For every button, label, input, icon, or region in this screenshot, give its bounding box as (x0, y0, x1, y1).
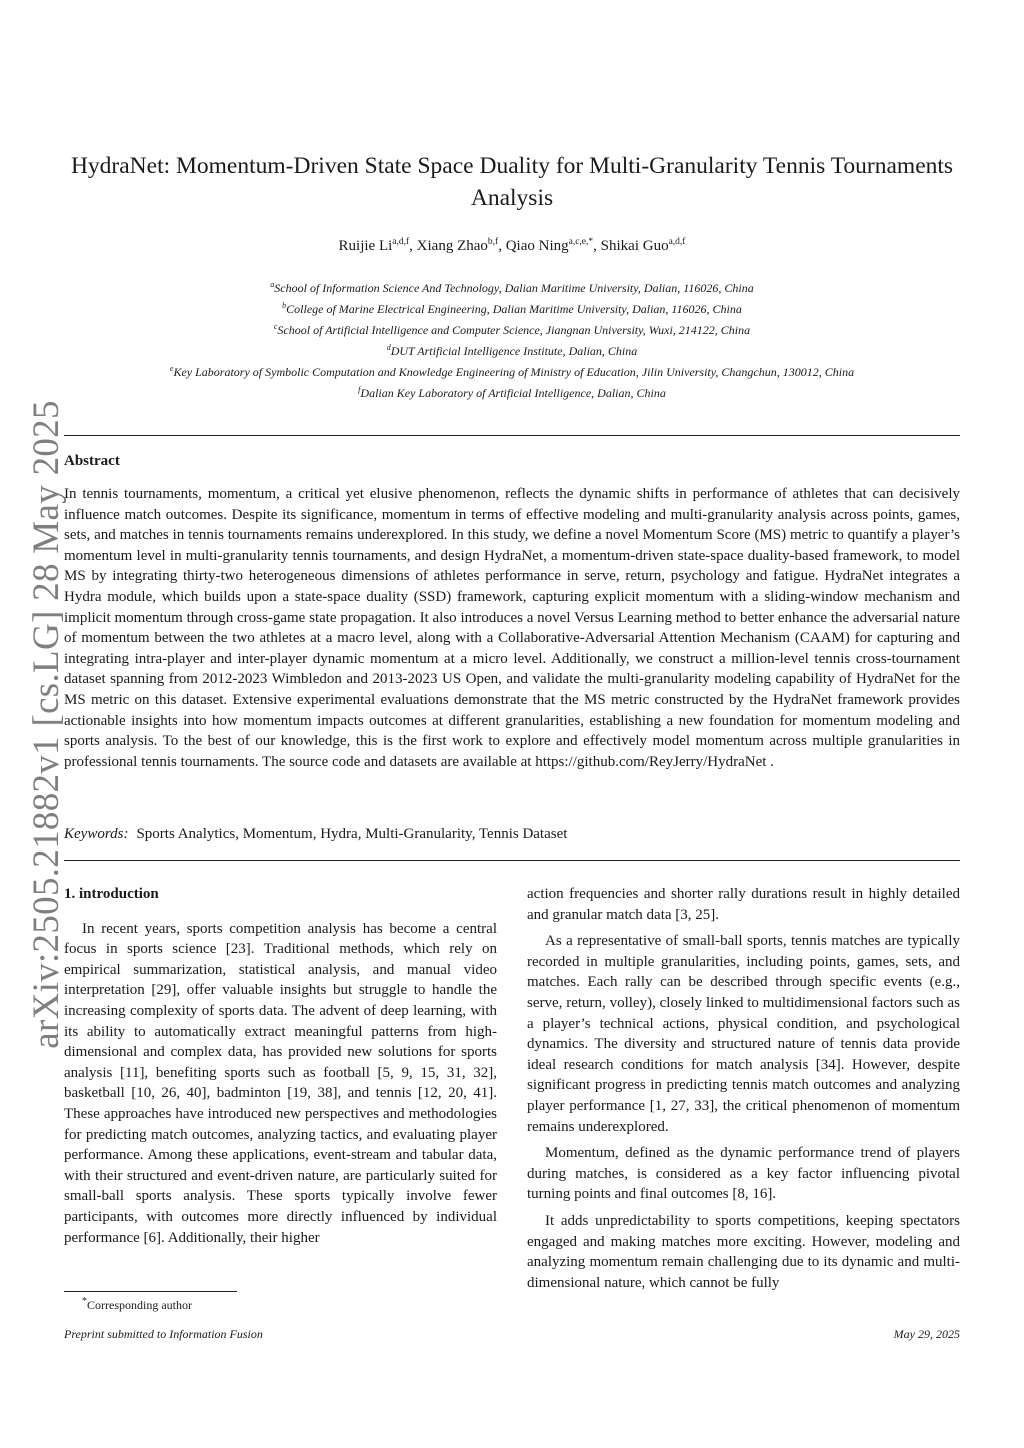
keywords (64, 826, 567, 843)
section-heading: 1. introduction (64, 886, 159, 902)
affiliation: $^a$School of Information Science And Technology, Dalian Maritime University, Dalian, 116026, China (270, 280, 754, 295)
author-list (64, 237, 960, 255)
footnote: *Corresponding author (82, 1296, 192, 1312)
author: Xiang Zhao$^{b,f}$, (416, 237, 506, 254)
right-column (527, 884, 960, 1299)
paragraph: As a representative of small-ball sports, tennis matches are typically recorded in multiple granularities, including points, games, sets, and matches. Each rally can be described through specific events (e.g., serve, return, volley), closely linked to multidimensional factors such as a player’s technical actions, physical condition, and psychological dynamics. The diversity and structured nature of tennis data provide ideal research conditions for match analysis [34]. However, despite significant progress in predicting tennis match outcomes and analyzing player performance [1, 27, 33], the critical phenomenon of momentum remains underexplored. (527, 933, 960, 1135)
footnote-divider (64, 1291, 237, 1292)
paragraph: action frequencies and shorter rally durations result in highly detailed and granular match data [3, 25]. (527, 886, 960, 923)
paper-title: HydraNet: Momentum-Driven State Space Duality for Multi-Granularity Tennis Tournaments Analysis (70, 153, 954, 211)
paragraph: It adds unpredictability to sports competitions, keeping spectators engaged and making matches more exciting. However, modeling and analyzing momentum remain challenging due to its dynamic and multi-dimensional nature, which cannot be fully (527, 1212, 960, 1291)
abstract-text: In tennis tournaments, momentum, a critical yet elusive phenomenon, reflects the dynamic shifts in performance of athletes that can decisively influence match outcomes. Despite its significance, momentum in terms of effective modeling and multi-granularity analysis across points, games, sets, and matches in tennis tournaments remains underexplored. In this study, we define a novel Momentum Score (MS) metric to quantify a player’s momentum level in multi-granularity tennis tournaments, and design HydraNet, a momentum-driven state-space duality-based framework, to model MS by integrating thirty-two heterogeneous dimensions of athletes performance in serve, return, psychology and fatigue. HydraNet integrates a Hydra module, which builds upon a state-space duality (SSD) framework, capturing explicit momentum with a sliding-window mechanism and implicit momentum through cross-game state propagation. It also introduces a novel Versus Learning method to better enhance the adversarial nature of momentum between the two athletes at a macro level, along with a Collaborative-Adversarial Attention Mechanism (CAAM) for capturing and integrating intra-player and inter-player dynamic momentum at a micro level. Additionally, we construct a million-level tennis cross-tournament dataset spanning from 2012-2023 Wimbledon and 2013-2023 US Open, and validate the multi-granularity modeling capability of HydraNet for the MS metric on this dataset. Extensive experimental evaluations demonstrate that the MS metric constructed by the HydraNet framework provides actionable insights into how momentum impacts outcomes at different granularities, establishing a new foundation for momentum modeling and sports analysis. To the best of our knowledge, this is the first work to explore and effectively model momentum across multiple granularities in professional tennis tournaments. The source code and datasets are available at https://github.com/ReyJerry/HydraNet . (64, 486, 960, 770)
paragraph: Momentum, defined as the dynamic performance trend of players during matches, is considered as a key factor influencing pivotal turning points and final outcomes [8, 16]. (527, 1145, 960, 1203)
arxiv-id: arXiv:2505.21882v1 [cs.LG] 28 May 2025 (25, 399, 67, 1049)
paragraph: In recent years, sports competition analysis has become a central focus in sports science [23]. Traditional methods, which rely on empirical summarization, statistical analysis, and manual video interpretation [29], offer valuable insights but struggle to handle the increasing complexity of sports data. The advent of deep learning, with its ability to automatically extract meaningful patterns from high-dimensional and complex data, has provided new solutions for sports analysis [11], benefiting sports such as football [5, 9, 15, 31, 32], basketball [10, 26, 40], badminton [19, 38], and tennis [12, 20, 41]. These approaches have introduced new perspectives and methodologies for predicting match outcomes, analyzing tactics, and evaluating player performance. Among these applications, event-stream and tabular data, with their structured and event-driven nature, are particularly suited for small-ball sports analysis. These sports typically involve fewer participants, with outcomes more directly influenced by individual performance [6]. Additionally, their higher (64, 920, 497, 1246)
affiliation: $^b$College of Marine Electrical Engineering, Dalian Maritime University, Dalian, 116026, China (282, 301, 742, 316)
keywords-text: Sports Analytics, Momentum, Hydra, Multi-Granularity, Tennis Dataset (136, 826, 568, 842)
author: Shikai Guo$^{a,d,f}$ (600, 237, 686, 254)
footer-journal: Preprint submitted to Information Fusion (64, 1327, 263, 1341)
abstract-heading: Abstract (64, 453, 120, 469)
author: Ruijie Li$^{a,d,f}$, (338, 237, 417, 254)
affiliation: $^f$Dalian Key Laboratory of Artificial Intelligence, Dalian, China (358, 385, 666, 400)
affiliation: $^e$Key Laboratory of Symbolic Computation and Knowledge Engineering of Ministry of Education, Jilin University, Changchun, 130012, China (169, 364, 855, 379)
left-column (64, 884, 497, 1254)
abstract-top-divider (64, 435, 960, 436)
abstract-bottom-divider (64, 860, 960, 861)
footer-date: May 29, 2025 (893, 1327, 960, 1341)
keywords-label: Keywords: (64, 826, 129, 842)
author: Qiao Ning$^{a,c,e,*}$, (505, 237, 601, 254)
affiliation: $^c$School of Artificial Intelligence and Computer Science, Jiangnan University, Wuxi, 214122, China (273, 322, 751, 337)
affiliation-list (64, 276, 960, 402)
affiliation: $^d$DUT Artificial Intelligence Institute, Dalian, China (386, 343, 638, 358)
